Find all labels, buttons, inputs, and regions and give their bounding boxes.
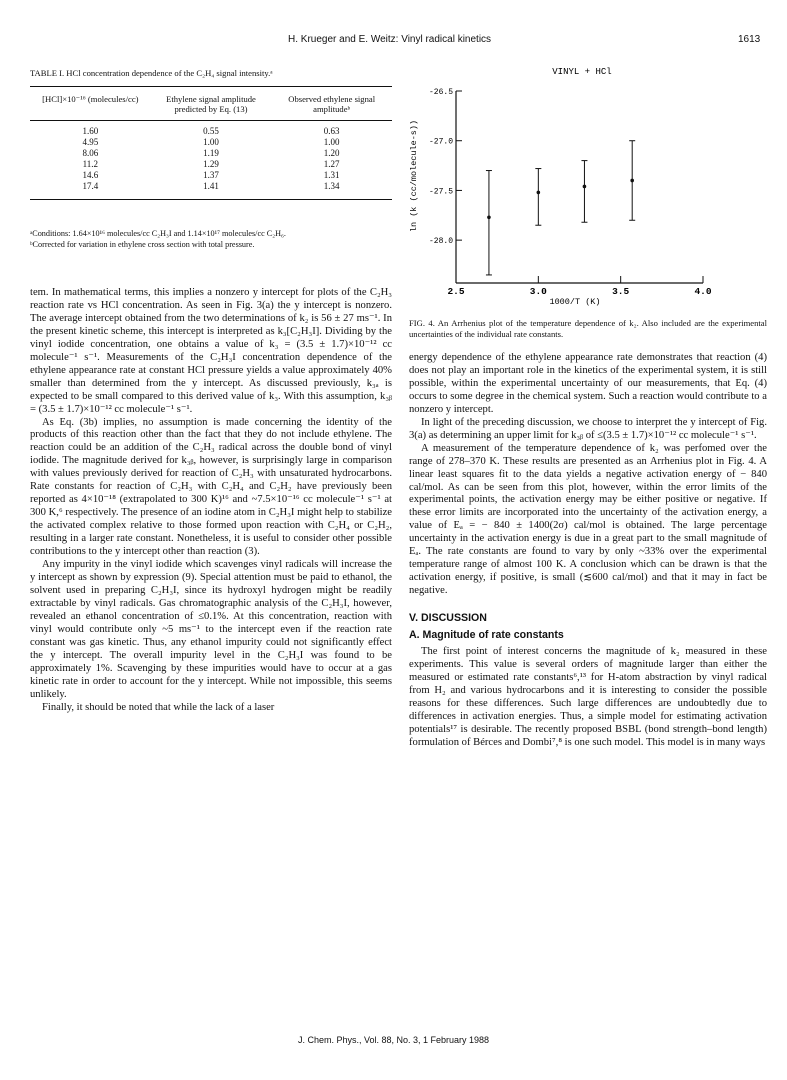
table-footnotes (30, 228, 392, 250)
table-row (30, 148, 392, 159)
table-caption: TABLE I. HCl concentration dependence of the C₂H₄ signal intensity.ᵃ (30, 68, 273, 78)
table-header (30, 87, 392, 120)
y-tick-label: -26.5 (428, 88, 453, 97)
x-axis-label: 1000/T (K) (549, 297, 601, 307)
paragraph: tem. In mathematical terms, this implies a nonzero y intercept for plots of the C₂H₃ reaction rate vs HCl concentration. As seen in Fig. 3(a) the y intercept is nonzero. The average intercept obtained from the two determinations of k₂ is 56 ± 27 ms⁻¹. In the present kinetic scheme, this intercept is interpreted as k₃[C₂H₃I]. Dividing by the vinyl iodide concentration, one obtains a value of k₃ = (3.5 ± 1.7)×10⁻¹² cc molecule⁻¹ s⁻¹. Measurements of the C₂H₃I concentration dependence of the ethylene appearance rate at constant HCl pressure yields a value approximately 40% smaller than determined from the y intercept. As discussed previously, k₃ₐ is expected to be small compared to this derived value of k₃. With this assumption, k₃ᵦ = (3.5 ± 1.7)×10⁻¹² cc molecule⁻¹ s⁻¹. (30, 287, 392, 415)
paragraph: The first point of interest concerns the magnitude of k₂ measured in these experiments. This value is several orders of magnitude larger than either the measured or estimated rate constants⁶,¹³ for H-atom abstraction by vinyl radical from H₂ and various hydrocarbons and it is interesting to consider the possible reasons for these differences. Such large differences are undoubtedly due to differences in activation energies. Thus, a simple model for estimating activation potentials¹⁷ is desirable. The recently proposed BSBL (bond strength–bond length) formulation of Bérces and Dombi⁷,⁸ is one such model. This model is in many ways (409, 646, 767, 748)
arrhenius-plot (392, 58, 772, 313)
table-cell: 1.31 (323, 170, 340, 180)
paragraph: As Eq. (3b) implies, no assumption is made concerning the identity of the products of this reaction other than the fact that they do not include ethylene. The reaction could be an addition of the C₂H₃ radical across the double bond of vinyl iodide. The magnitude derived for k₃ᵦ, however, is surprisingly large in comparison with values previously derived for reaction of C₂H₃ with unsaturated hydrocarbons. Rate constants for reaction of C₂H₃ with C₂H₄ and C₂H₂ have previously been reported as 4×10⁻¹⁸ (extrapolated to 300 K)¹⁶ and ~7.5×10⁻¹⁶ cc molecule⁻¹ s⁻¹ at 300 K,⁶ respectively. The presence of an iodine atom in C₂H₃I might help to stabilize the activated complex relative to those formed upon reaction with C₂H₄ or C₂H₂, resulting in a larger rate constant. Nonetheless, it is useful to consider other possible contributions to the y intercept other than reaction (3). (30, 416, 392, 558)
table-footnote-b: ᵇCorrected for variation in ethylene cross section with total pressure. (30, 240, 255, 249)
right-column (409, 352, 767, 750)
figure-title: VINYL + HCl (552, 67, 612, 77)
table-cell: 0.63 (323, 126, 340, 136)
table-row (30, 137, 392, 148)
table-row (30, 170, 392, 181)
table-cell: 4.95 (82, 137, 99, 147)
y-tick-label: -27.0 (428, 137, 453, 147)
table-cell: 0.55 (203, 126, 219, 136)
x-tick-label: 3.5 (612, 286, 630, 297)
running-header: H. Krueger and E. Weitz: Vinyl radical kinetics (288, 34, 492, 45)
table-row (30, 181, 392, 192)
table-bottom-rule (30, 199, 392, 200)
data-point (583, 185, 587, 189)
table-cell: 1.41 (203, 181, 219, 191)
table-cell: 1.27 (323, 159, 340, 169)
table-cell: 17.4 (82, 181, 99, 191)
table-cell: 1.34 (323, 181, 340, 191)
table-header-cell: Ethylene signal amplitude predicted by Eq. (13) (166, 94, 256, 114)
table-cell: 1.37 (203, 170, 219, 180)
table-cell: 14.6 (82, 170, 99, 180)
table-row (30, 159, 392, 170)
data-point (630, 179, 634, 183)
page-number: 1613 (738, 34, 761, 45)
y-tick-label: -27.5 (428, 187, 453, 197)
table-cell: 1.60 (82, 126, 99, 136)
y-tick-label: -28.0 (428, 237, 453, 247)
table-body (30, 121, 392, 199)
y-axis-label: ln (k (cc/molecule-s)) (409, 119, 419, 233)
paragraph: A measurement of the temperature dependence of k₂ was perfomed over the range of 278–370 K. These results are presented as an Arrhenius plot in Fig. 4. A linear least squares fit to the data yields a negative activation energy of − 840 cal/mol. As can be seen from this plot, however, within the error limits of the experimental points, the activation energy may be either positive or negative. If these error limits are incorporated into the uncertainty of the activation energy, a value of Eₐ = − 840 ± 1400(2σ) cal/mol is obtained. The large percentage uncertainty in the activation energy is due in a great part to the small magnitude of Eₐ. The rate constants are found to vary by only ~33% over the experimental temperature range of almost 100 K. A conclusion which can be drawn is that the activation energy, if positive, is small (≲600 cal/mol) and that it may in fact be negative. (409, 442, 767, 597)
table-row (30, 126, 392, 137)
data-table (30, 86, 392, 200)
journal-footer: J. Chem. Phys., Vol. 88, No. 3, 1 February 1988 (297, 1035, 490, 1045)
table-cell: 1.20 (323, 148, 340, 158)
table-cell: 1.29 (203, 159, 219, 169)
table-header-cell: Observed ethylene signal amplitudeᵇ (288, 94, 376, 114)
subsection-heading: A. Magnitude of rate constants (409, 629, 564, 642)
table-cell: 1.19 (203, 148, 219, 158)
x-tick-label: 4.0 (694, 286, 712, 297)
figure-caption: FIG. 4. An Arrhenius plot of the temperature dependence of k₂. Also included are the experimental uncertainties of the individual rate constants. (409, 318, 767, 339)
table-cell: 1.00 (203, 137, 219, 147)
x-tick-label: 3.0 (529, 286, 547, 297)
paragraph: Finally, it should be noted that while the lack of a laser (42, 701, 275, 713)
x-tick-label: 2.5 (447, 286, 465, 297)
paragraph: In light of the preceding discussion, we choose to interpret the y intercept of Fig. 3(a) as determining an upper limit for k₃ᵦ of ≤(3.5 ± 1.7)×10⁻¹² cc molecule⁻¹ s⁻¹. (409, 416, 767, 441)
table-cell: 11.2 (82, 159, 99, 169)
paragraph: Any impurity in the vinyl iodide which scavenges vinyl radicals will increase the y intercept as shown by expression (9). Special attention must be paid to ethanol, the solvent used in preparing C₂H₃I, since its hydroxyl hydrogen might be readily extractable by vinyl radicals. Gas chromatographic analysis of the C₂H₃I, however, revealed an ethanol concentration of ≤0.1%. At this concentration, reaction with vinyl would contribute only ~5 ms⁻¹ to the intercept even if the reaction rate constant was gas kinetic. Thus, any ethanol impurity could not significantly effect the y intercept. The overall impurity level in the C₂H₃I was found to be approximately 1%. Scavenging by these impurities would have to occur at a gas kinetic rate in order to account for the y intercept. While not impossible, this seems unlikely. (30, 559, 392, 700)
data-point (487, 215, 491, 219)
paragraph: energy dependence of the ethylene appearance rate demonstrates that reaction (4) does not play an important role in the kinetics of the experimental system, it is still possible, within the experimental uncertainty of our measurements, that Eq. (4) occurs to some degree in the chemical system. Such a reaction would contribute to a nonzero y intercept. (409, 352, 767, 415)
table-cell: 1.00 (323, 137, 340, 147)
data-point (537, 191, 541, 195)
left-column (30, 287, 392, 714)
table-cell: 8.06 (82, 148, 99, 158)
table-header-cell: [HCl]×10⁻¹⁶ (molecules/cc) (42, 94, 139, 104)
table-footnote-a: ᵃConditions: 1.64×10¹⁶ molecules/cc C₂H₃I and 1.14×10¹⁷ molecules/cc C₂H₆. (30, 229, 286, 238)
section-heading: V. DISCUSSION (409, 612, 487, 625)
